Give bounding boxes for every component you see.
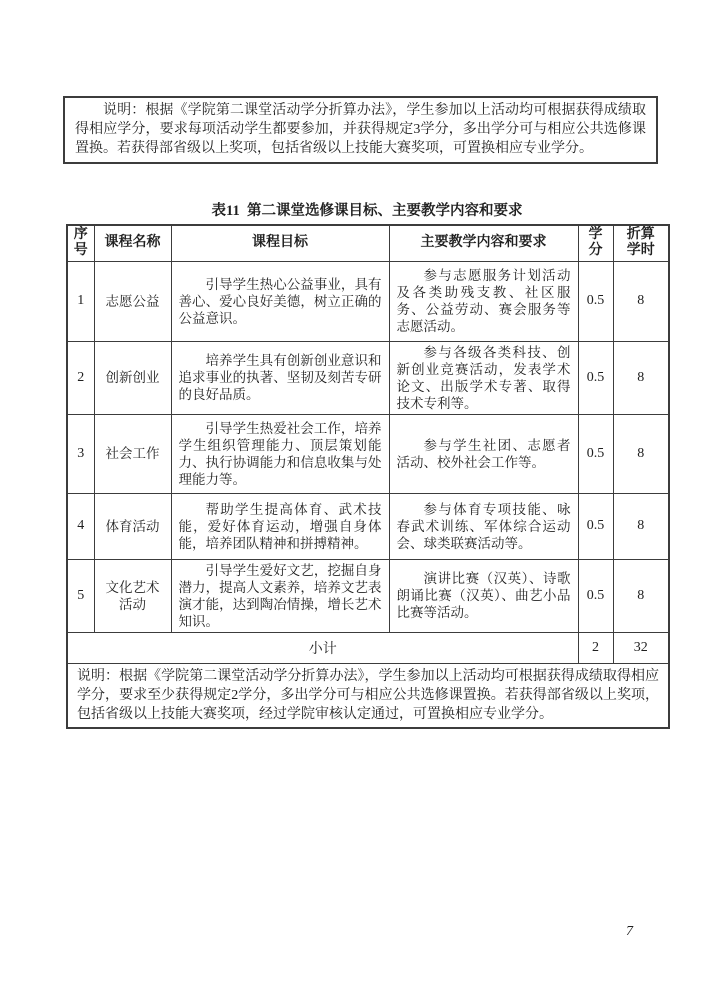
footnote-cell [67, 663, 669, 728]
subtotal-credits: 2 [578, 632, 613, 663]
header-course-goal: 课程目标 [171, 225, 389, 261]
row-main-content: 参与各级各类科技、创新创业竞赛活动，发表学术论文、出版学术专著、取得技术专利等。 [389, 341, 578, 414]
top-note-text: 说明：根据《学院第二课堂活动学分折算办法》，学生参加以上活动均可根据获得成绩取得相应学分，要求每项活动学生都要参加，并获得规定3学分，多出学分可与相应公共选修课置换。若获得部省级以上奖项，包括省级以上技能大赛奖项，可置换相应专业学分。 [75, 103, 646, 156]
row-seq-no: 3 [67, 414, 94, 493]
table-title: 表11 第二课堂选修课目标、主要教学内容和要求 [211, 203, 523, 219]
row-course-name-text: 文化艺术活动 [105, 579, 160, 612]
header-seq-no-label: 序号 [73, 227, 88, 259]
subtotal-row [67, 632, 669, 663]
row-credits: 0.5 [578, 341, 613, 414]
row-course-name [94, 261, 171, 341]
row-hours: 8 [613, 341, 669, 414]
table-header-row [67, 225, 669, 261]
row-main-content: 参与志愿服务计划活动及各类助残支教、社区服务、公益劳动、赛会服务等志愿活动。 [389, 261, 578, 341]
row-course-name-text: 志愿公益 [105, 293, 160, 309]
row-seq-no: 2 [67, 341, 94, 414]
row-credits: 0.5 [578, 559, 613, 632]
header-seq-no [67, 225, 94, 261]
row-seq-no: 5 [67, 559, 94, 632]
row-hours: 8 [613, 559, 669, 632]
row-course-goal: 帮助学生提高体育、武术技能，爱好体育运动，增强自身体能，培养团队精神和拼搏精神。 [171, 493, 389, 559]
row-hours: 8 [613, 261, 669, 341]
top-note-box [63, 96, 658, 164]
row-course-name [94, 559, 171, 632]
row-credits: 0.5 [578, 493, 613, 559]
row-course-name-text: 社会工作 [105, 446, 160, 461]
row-course-name [94, 341, 171, 414]
table-row [67, 493, 669, 559]
table-row [67, 341, 669, 414]
row-course-goal: 引导学生爱好文艺，挖掘自身潜力，提高人文素养，培养文艺表演才能，达到陶冶情操，增长艺术知识。 [171, 559, 389, 632]
row-credits: 0.5 [578, 414, 613, 493]
row-hours: 8 [613, 493, 669, 559]
page-number: 7 [626, 924, 633, 939]
subtotal-hours: 32 [613, 632, 669, 663]
footnote-row [67, 663, 669, 728]
header-converted-hours-label: 折算学时 [626, 227, 655, 259]
row-seq-no: 1 [67, 261, 94, 341]
header-converted-hours [613, 225, 669, 261]
row-course-name [94, 493, 171, 559]
row-course-goal: 培养学生具有创新创业意识和追求事业的执著、坚韧及刻苦专研的良好品质。 [171, 341, 389, 414]
row-course-name-text: 创新创业 [105, 370, 160, 385]
row-course-goal: 引导学生热心公益事业，具有善心、爱心良好美德，树立正确的公益意识。 [171, 261, 389, 341]
header-credits [578, 225, 613, 261]
row-credits: 0.5 [578, 261, 613, 341]
subtotal-label: 小计 [67, 632, 578, 663]
row-seq-no: 4 [67, 493, 94, 559]
footnote-text: 说明：根据《学院第二课堂活动学分折算办法》，学生参加以上活动均可根据获得成绩取得相应学分，要求至少获得规定2学分，多出学分可与相应公共选修课置换。若获得部省级以上奖项，包括省级以上技能大赛奖项，经过学院审核认定通过，可置换相应专业学分。 [77, 668, 659, 722]
row-main-content: 演讲比赛（汉英）、诗歌朗诵比赛（汉英）、曲艺小品比赛等活动。 [389, 559, 578, 632]
table-row [67, 261, 669, 341]
header-main-content: 主要教学内容和要求 [389, 225, 578, 261]
header-course-name: 课程名称 [94, 225, 171, 261]
row-course-name [94, 414, 171, 493]
row-hours: 8 [613, 414, 669, 493]
table-row [67, 559, 669, 632]
second-classroom-course-table [66, 224, 670, 729]
table-row [67, 414, 669, 493]
row-main-content: 参与体育专项技能、咏春武术训练、军体综合运动会、球类联赛活动等。 [389, 493, 578, 559]
row-course-goal: 引导学生热爱社会工作，培养学生组织管理能力、顶层策划能力、执行协调能力和信息收集与处理能力等。 [171, 414, 389, 493]
header-credits-label: 学分 [588, 227, 603, 259]
row-course-name-text: 体育活动 [105, 518, 160, 534]
row-main-content: 参与学生社团、志愿者活动、校外社会工作等。 [389, 414, 578, 493]
